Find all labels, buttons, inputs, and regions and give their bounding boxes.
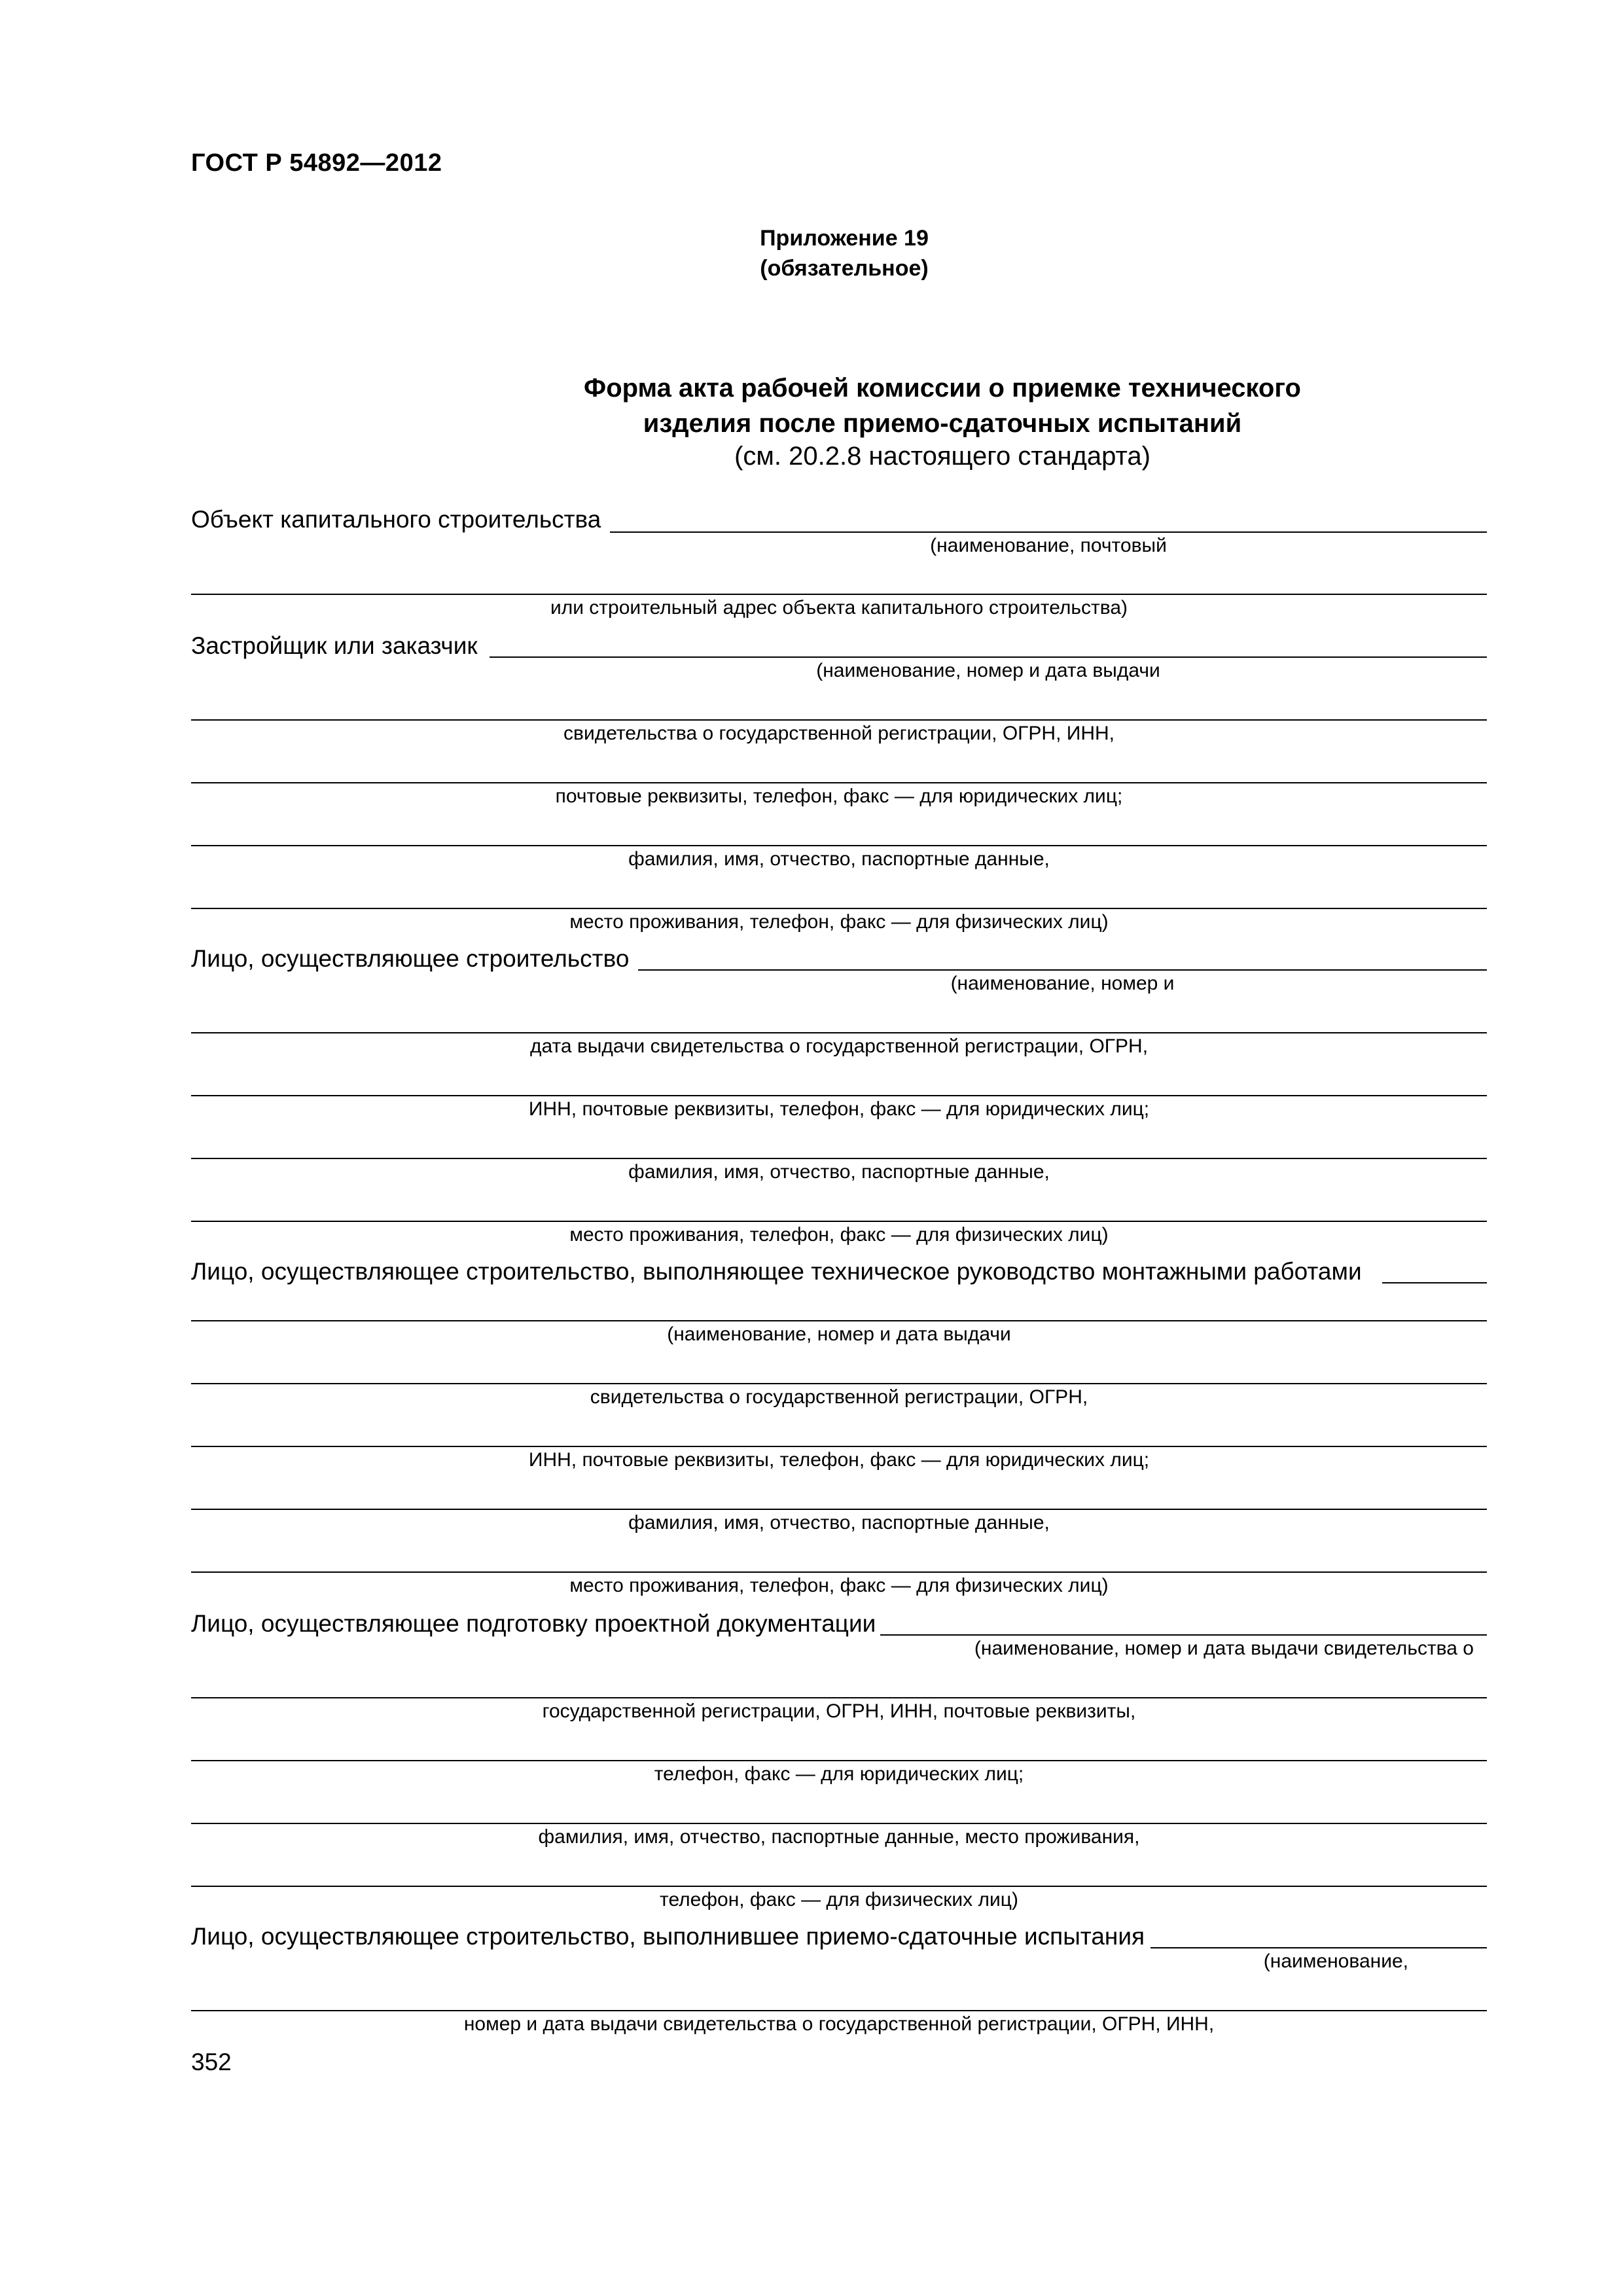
builder-field-line[interactable] — [191, 1095, 1487, 1096]
field-caption: (наименование, номер и — [950, 973, 1175, 994]
builder-field-line[interactable] — [638, 969, 1487, 971]
tech-lead-field-line[interactable] — [191, 1383, 1487, 1384]
tech-lead-field-line[interactable] — [191, 1446, 1487, 1447]
developer-label: Застройщик или заказчик — [191, 632, 478, 659]
field-caption: ИНН, почтовые реквизиты, телефон, факс — для юридических лиц; — [528, 1449, 1150, 1471]
object-field-line[interactable] — [191, 594, 1487, 595]
tech-lead-field-line[interactable] — [191, 1320, 1487, 1321]
field-caption: место проживания, телефон, факс — для физических лиц) — [569, 911, 1109, 933]
tester-field-line[interactable] — [191, 2010, 1487, 2011]
field-caption: место проживания, телефон, факс — для физических лиц) — [569, 1224, 1109, 1246]
appendix-type: (обязательное) — [760, 256, 929, 281]
builder-field-line[interactable] — [191, 1158, 1487, 1159]
field-caption: фамилия, имя, отчество, паспортные данные, — [628, 1512, 1050, 1534]
field-caption: фамилия, имя, отчество, паспортные данные, — [628, 1161, 1050, 1183]
field-caption: (наименование, номер и дата выдачи — [667, 1323, 1011, 1345]
object-label: Объект капитального строительства — [191, 506, 601, 533]
developer-field-line[interactable] — [191, 908, 1487, 909]
form-title-line-2: изделия после приемо-сдаточных испытаний — [643, 409, 1242, 438]
form-title-line-1: Форма акта рабочей комиссии о приемке технического — [584, 374, 1301, 403]
developer-field-line[interactable] — [490, 656, 1487, 658]
field-caption: телефон, факс — для юридических лиц; — [654, 1763, 1024, 1785]
form-title-reference: (см. 20.2.8 настоящего стандарта) — [734, 442, 1150, 471]
builder-field-line[interactable] — [191, 1221, 1487, 1222]
tech-lead-field-line[interactable] — [191, 1509, 1487, 1510]
builder-field-line[interactable] — [191, 1032, 1487, 1033]
field-caption: почтовые реквизиты, телефон, факс — для юридических лиц; — [555, 785, 1123, 807]
designer-field-line[interactable] — [191, 1697, 1487, 1698]
field-caption: ИНН, почтовые реквизиты, телефон, факс — для юридических лиц; — [528, 1098, 1150, 1120]
tester-field-line[interactable] — [1150, 1947, 1487, 1948]
object-field-line[interactable] — [610, 531, 1487, 533]
developer-field-line[interactable] — [191, 845, 1487, 846]
field-caption: дата выдачи свидетельства о государственной регистрации, ОГРН, — [529, 1035, 1149, 1057]
standard-code: ГОСТ Р 54892—2012 — [191, 149, 442, 177]
field-caption: свидетельства о государственной регистрации, ОГРН, — [590, 1386, 1088, 1408]
tech-lead-field-line[interactable] — [1382, 1282, 1487, 1283]
field-caption: фамилия, имя, отчество, паспортные данные, — [628, 848, 1050, 870]
designer-field-line[interactable] — [191, 1823, 1487, 1824]
field-caption: (наименование, — [1263, 1950, 1408, 1972]
tester-label: Лицо, осуществляющее строительство, выполнившее приемо-сдаточные испытания — [191, 1923, 1145, 1950]
tech-lead-label: Лицо, осуществляющее строительство, выполняющее техническое руководство монтажными работами — [191, 1258, 1362, 1285]
designer-field-line[interactable] — [191, 1760, 1487, 1761]
field-caption: государственной регистрации, ОГРН, ИНН, почтовые реквизиты, — [542, 1700, 1136, 1722]
field-caption: номер и дата выдачи свидетельства о государственной регистрации, ОГРН, ИНН, — [463, 2013, 1215, 2035]
field-caption: место проживания, телефон, факс — для физических лиц) — [569, 1575, 1109, 1596]
tech-lead-field-line[interactable] — [191, 1571, 1487, 1573]
field-caption: или строительный адрес объекта капитального строительства) — [550, 597, 1128, 619]
designer-field-line[interactable] — [880, 1634, 1487, 1636]
appendix-number: Приложение 19 — [760, 226, 929, 251]
field-caption: (наименование, номер и дата выдачи — [816, 660, 1160, 681]
designer-field-line[interactable] — [191, 1886, 1487, 1887]
field-caption: фамилия, имя, отчество, паспортные данные, место проживания, — [538, 1826, 1140, 1848]
developer-field-line[interactable] — [191, 782, 1487, 783]
field-caption: (наименование, номер и дата выдачи свидетельства о — [974, 1638, 1474, 1659]
developer-field-line[interactable] — [191, 719, 1487, 721]
field-caption: (наименование, почтовый — [930, 535, 1167, 556]
designer-label: Лицо, осуществляющее подготовку проектной документации — [191, 1610, 876, 1637]
page-number: 352 — [191, 2049, 232, 2075]
field-caption: телефон, факс — для физических лиц) — [660, 1889, 1018, 1910]
builder-label: Лицо, осуществляющее строительство — [191, 945, 630, 972]
field-caption: свидетельства о государственной регистрации, ОГРН, ИНН, — [563, 723, 1115, 744]
